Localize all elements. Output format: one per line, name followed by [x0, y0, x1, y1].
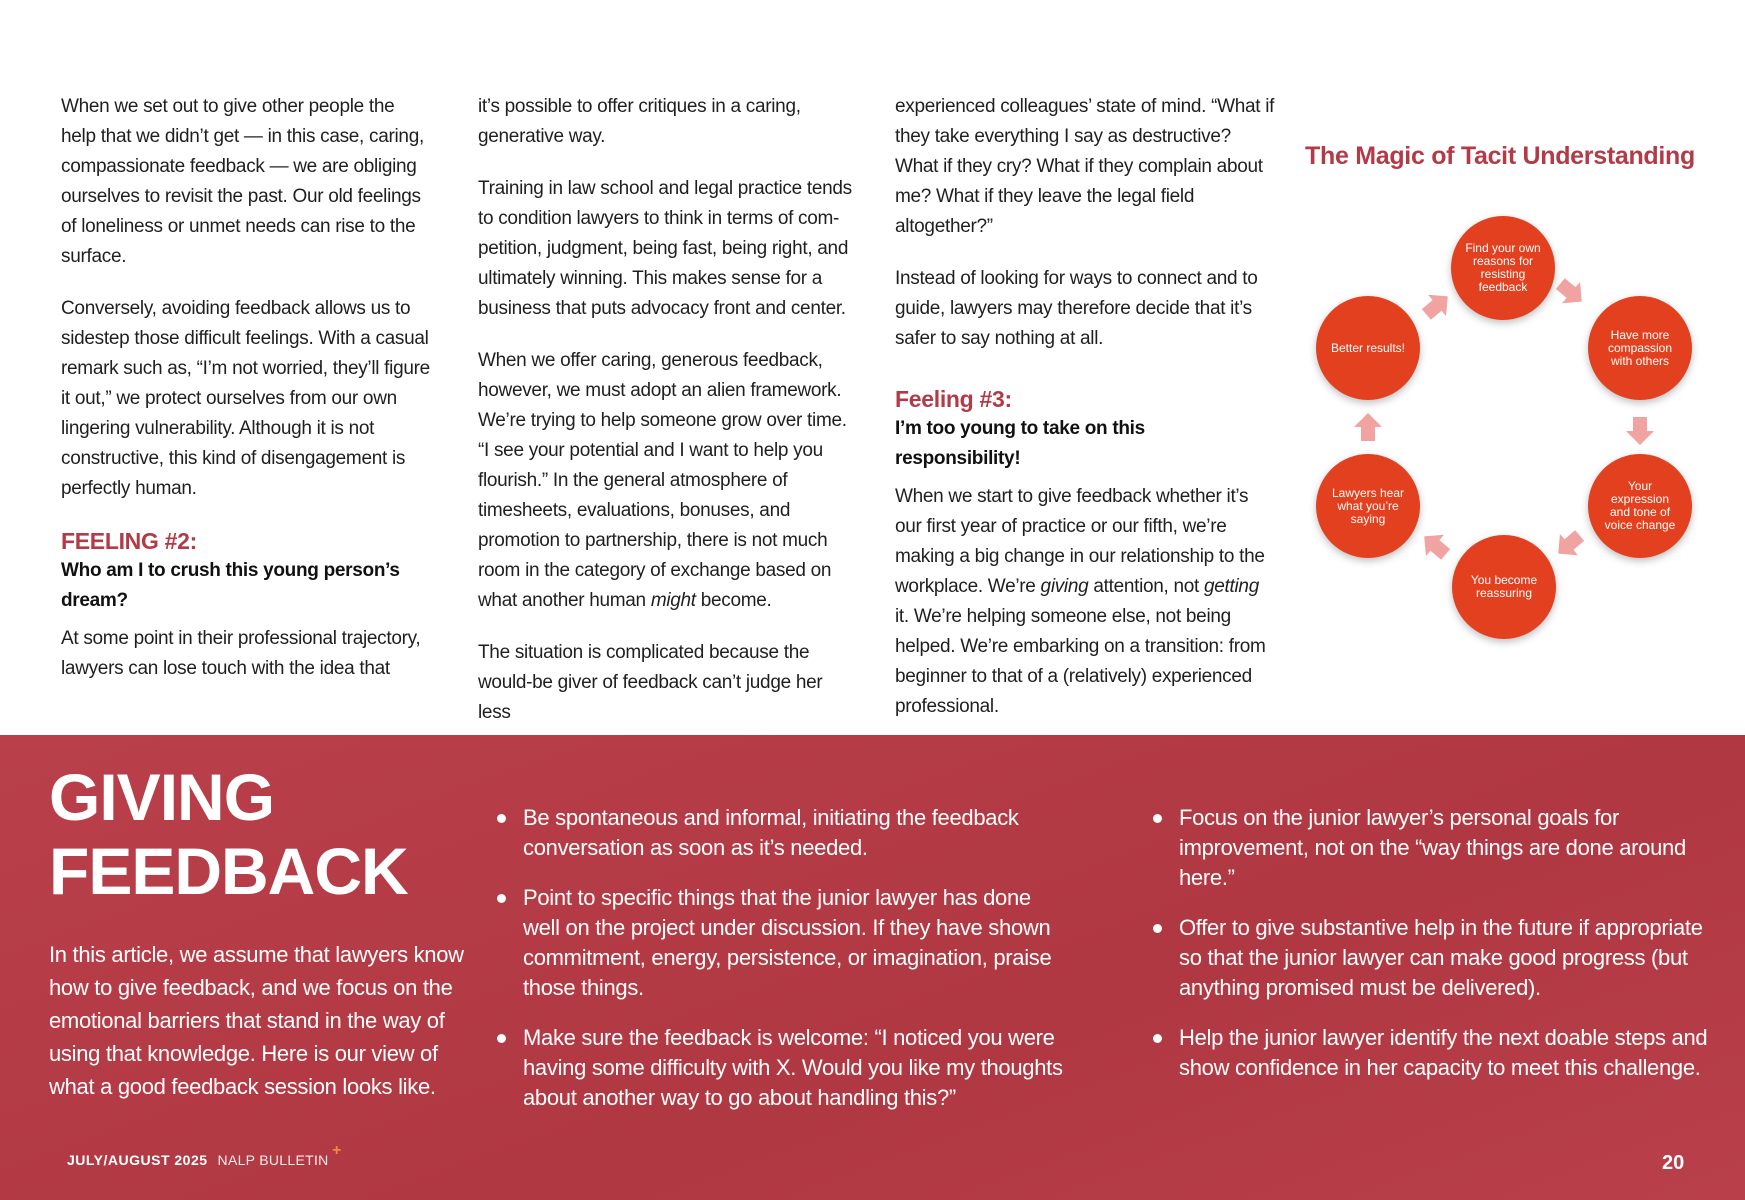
article-column-1: [61, 92, 431, 684]
feeling-2-heading: FEELING #2:: [61, 528, 198, 554]
tip-text: Help the junior lawyer identify the next doable steps and show confidence in her capacity to meet this challenge.: [1179, 1025, 1708, 1080]
node-label: Have more compassion with others: [1607, 327, 1673, 368]
list-item: [495, 883, 1065, 1003]
paragraph: [895, 482, 1275, 722]
text-run: become.: [695, 590, 772, 611]
arrow-icon: [1549, 525, 1588, 564]
arrow-icon: [1417, 286, 1456, 325]
feeling-3-heading: Feeling #3:: [895, 386, 1012, 412]
footer-issue: [67, 1152, 329, 1168]
article-column-3: [895, 92, 1275, 722]
feeling-3-subheading: I’m too young to take on this responsibility!: [895, 418, 1145, 469]
text-run: When we start to give feedback whether it’s our first year of practice or our fifth, we’re making a big change in our relationship to the workplace. We’re: [895, 486, 1265, 597]
tip-text: Focus on the junior lawyer’s personal goals for improvement, not on the “way things are done around here.”: [1179, 805, 1686, 890]
page-number: 20: [1662, 1152, 1685, 1174]
node-label: Find your own reasons for resisting feedback: [1465, 241, 1541, 294]
emphasis: giving: [1040, 576, 1089, 597]
paragraph: it’s possible to offer critiques in a caring, generative way.: [478, 96, 801, 147]
tacit-understanding-diagram: [1300, 140, 1720, 660]
node-label: You become reassuring: [1470, 573, 1538, 600]
bullet-icon: [497, 814, 506, 823]
bullet-icon: [1153, 1034, 1162, 1043]
paragraph: At some point in their professional trajectory, lawyers can lose touch with the idea that: [61, 628, 421, 679]
arrow-icon: [1626, 417, 1654, 445]
list-item: [495, 1023, 1065, 1113]
tips-list-left: [495, 803, 1065, 1133]
paragraph: [478, 346, 858, 616]
article-column-2: [478, 92, 858, 728]
issue-date: JULY/AUGUST 2025: [67, 1152, 208, 1168]
cycle-arrows: [1300, 140, 1720, 660]
emphasis: might: [650, 590, 696, 611]
band-intro: In this article, we assume that lawyers know how to give feedback, and we focus on the emotional barriers that stand in the way of using that knowledge. Here is our view of what a good feedback session looks like.: [49, 942, 464, 1099]
text-run: it. We’re helping someone else, not being helped. We’re embarking on a transition: from beginner to that of a (relatively) experienced professional.: [895, 606, 1266, 717]
node-label: Better results!: [1330, 340, 1406, 355]
paragraph: experienced colleagues’ state of mind. “What if they take everything I say as destructive? What if they cry? What if they complain about me? What if they leave the legal field altogether?”: [895, 96, 1275, 237]
bullet-icon: [1153, 924, 1162, 933]
paragraph: Conversely, avoiding feedback allows us to sidestep those difficult feelings. With a casual remark such as, “I’m not worried, they’ll figure it out,” we protect ourselves from our own lingering vulnerability. Although it is not constructive, this kind of disengagement is perfectly human.: [61, 298, 430, 499]
paragraph: The situation is complicated because the would-be giver of feedback can’t judge her less: [478, 642, 823, 723]
tip-text: Offer to give substantive help in the future if appropriate so that the junior lawyer can make good progress (but anything promised must be delivered).: [1179, 915, 1703, 1000]
plus-icon: +: [332, 1142, 342, 1159]
text-run: When we offer caring, generous feedback, however, we must adopt an alien framework. We’re trying to help someone grow over time. “I see your potential and I want to help you flourish.” In the general atmosphere of timesheets, evaluations, bonuses, and promotion to partnership, there is not much room in the category of exchange based on what another human: [478, 350, 847, 611]
feeling-2-subheading: Who am I to crush this young person’s dream?: [61, 560, 400, 611]
band-title-line: FEEDBACK: [49, 834, 408, 908]
text-run: attention, not: [1088, 576, 1205, 597]
list-item: [495, 803, 1065, 863]
arrow-icon: [1415, 526, 1454, 565]
paragraph: Training in law school and legal practice tends to condition lawyers to think in terms of competition, judgment, being fast, being right, and ultimately winning. This makes sense for a business that puts advocacy front and center.: [478, 178, 852, 319]
band-title-line: GIVING: [49, 760, 275, 834]
bullet-icon: [1153, 814, 1162, 823]
node-label: Your expression and tone of voice change: [1604, 479, 1676, 532]
list-item: [1151, 913, 1711, 1003]
list-item: [1151, 803, 1711, 893]
tip-text: Be spontaneous and informal, initiating the feedback conversation as soon as it’s needed.: [523, 805, 1019, 860]
emphasis: getting: [1204, 576, 1259, 597]
list-item: [1151, 1023, 1711, 1083]
paragraph: Instead of looking for ways to connect and to guide, lawyers may therefore decide that it’s safer to say nothing at all.: [895, 268, 1258, 349]
band-title: [49, 760, 408, 908]
bullet-icon: [497, 1034, 506, 1043]
publication-name: NALP BULLETIN: [217, 1152, 329, 1168]
tip-text: Point to specific things that the junior lawyer has done well on the project under discussion. If they have shown commitment, energy, persistence, or imagination, praise those things.: [523, 885, 1052, 1000]
node-label: Lawyers hear what you’re saying: [1331, 485, 1405, 526]
diagram-title: The Magic of Tacit Understanding: [1305, 142, 1695, 170]
tips-list-right: [1151, 803, 1711, 1103]
tip-text: Make sure the feedback is welcome: “I noticed you were having some difficulty with X. Would you like my thoughts about another way to go about handling this?”: [523, 1025, 1063, 1110]
paragraph: When we set out to give other people the help that we didn’t get — in this case, caring, compassionate feedback — we are obliging ourselves to revisit the past. Our old feelings of loneliness or unmet needs can rise to the surface.: [61, 96, 424, 267]
arrow-icon: [1354, 413, 1382, 441]
bullet-icon: [497, 894, 506, 903]
arrow-icon: [1551, 273, 1590, 312]
